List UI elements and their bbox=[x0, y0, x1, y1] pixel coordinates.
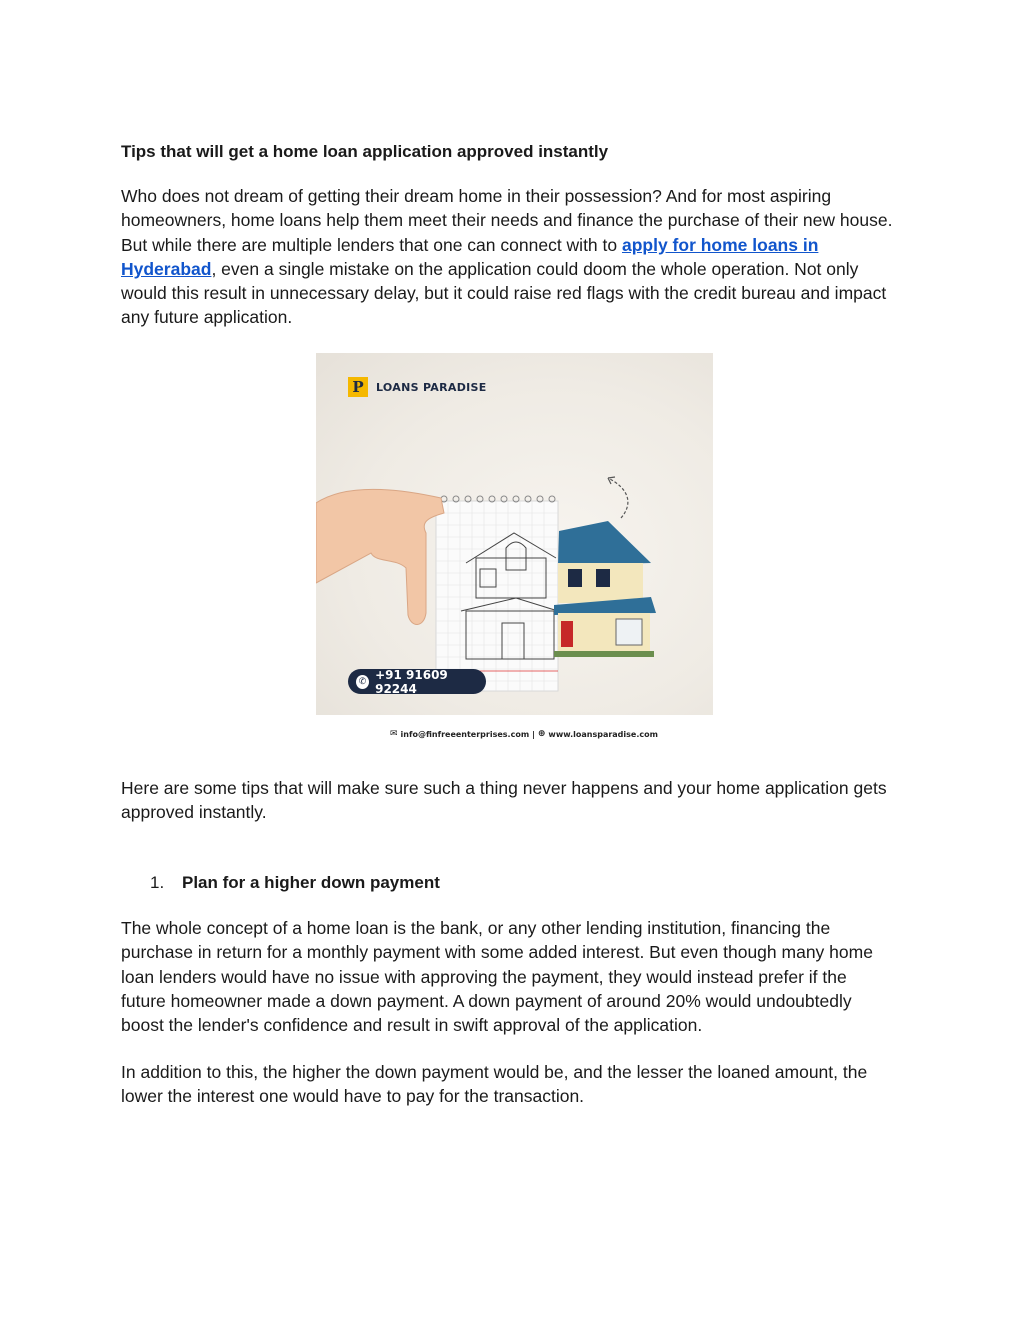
tips-intro-paragraph: Here are some tips that will make sure such a thing never happens and your home application gets approved instantly. bbox=[121, 778, 887, 823]
house-sketch-illustration bbox=[316, 353, 713, 715]
brand-logo-icon: P bbox=[348, 377, 368, 397]
notepad-sheet bbox=[436, 496, 558, 691]
hand-graphic bbox=[316, 489, 444, 624]
brand-name: LOANS PARADISE bbox=[376, 380, 487, 394]
document-heading: Tips that will get a home loan application approved instantly bbox=[121, 142, 609, 161]
intro-text-after: , even a single mistake on the application could doom the whole operation. Not only would this result in unnecessary delay, but it could raise red flags with the credit bureau and impact any future application. bbox=[121, 258, 887, 328]
intro-paragraph bbox=[121, 184, 896, 330]
phone-number: +91 91609 92244 bbox=[375, 667, 448, 696]
home-loans-hyderabad-link[interactable]: apply for home loans in Hyderabad bbox=[121, 234, 819, 279]
house-photo bbox=[554, 521, 656, 657]
interest-paragraph: In addition to this, the higher the down payment would be, and the lesser the loaned amount, the lower the interest one would have to pay for the transaction. bbox=[121, 1062, 868, 1107]
contact-line bbox=[390, 729, 658, 739]
mail-icon: ✉ bbox=[390, 729, 398, 739]
loans-paradise-banner-image bbox=[316, 353, 713, 715]
intro-text-before: Who does not dream of getting their dream home in their possession? And for most aspiring homeowners, home loans help them meet their needs and finance the purchase of their new house. But while there are multiple lenders that one can connect with to bbox=[121, 186, 893, 255]
contact-website: www.loansparadise.com bbox=[548, 729, 658, 739]
phone-number-pill bbox=[348, 669, 486, 694]
list-item bbox=[150, 872, 440, 894]
list-item-label: Plan for a higher down payment bbox=[182, 873, 440, 892]
down-payment-paragraph: The whole concept of a home loan is the bank, or any other lending institution, financing the purchase in return for a monthly payment with some added interest. But even though many home loan lenders would have no issue with approving the payment, they would instead prefer if the future homeowner made a down payment. A down payment of around 20% would undoubtedly boost the lender's confidence and result in swift approval of the application. bbox=[121, 918, 873, 1036]
phone-icon: ✆ bbox=[356, 675, 369, 689]
list-item-number: 1. bbox=[150, 873, 165, 892]
contact-email: info@finfreeenterprises.com | bbox=[400, 729, 535, 739]
globe-icon: ⊕ bbox=[537, 729, 546, 739]
